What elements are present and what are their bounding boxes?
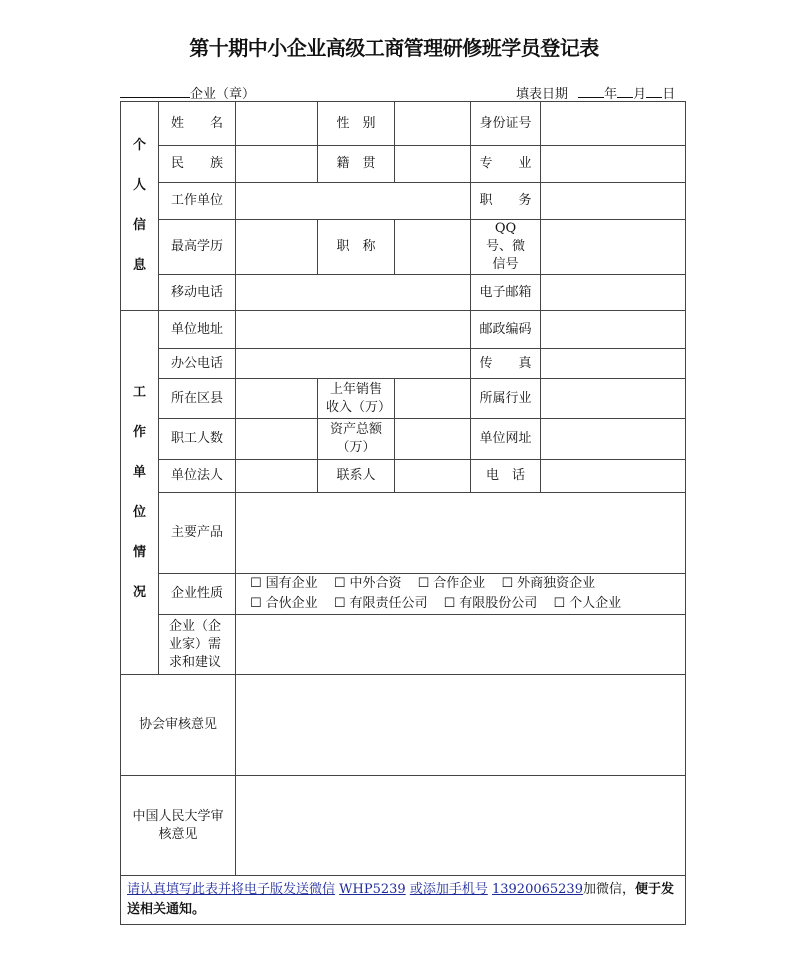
year-blank[interactable] — [578, 85, 604, 98]
field-district[interactable] — [236, 379, 318, 419]
label-phone: 电 话 — [471, 460, 541, 493]
field-name[interactable] — [236, 102, 318, 146]
month-label: 月 — [633, 87, 647, 102]
label-website: 单位网址 — [471, 419, 541, 460]
field-qq-wechat[interactable] — [541, 220, 686, 275]
form-title: 第十期中小企业高级工商管理研修班学员登记表 — [189, 36, 599, 60]
field-unit-address[interactable] — [236, 311, 471, 349]
field-legal-person[interactable] — [236, 460, 318, 493]
company-seal-line — [120, 83, 255, 102]
field-title[interactable] — [395, 220, 471, 275]
label-name: 姓 名 — [159, 102, 236, 146]
month-blank[interactable] — [617, 85, 633, 98]
note-link-add-phone[interactable]: 或添加手机号 — [409, 882, 488, 897]
field-work-unit[interactable] — [236, 183, 471, 220]
field-gender[interactable] — [395, 102, 471, 146]
field-office-phone[interactable] — [236, 349, 471, 379]
checkbox-cooperative[interactable]: ☐ 合作企业 — [417, 576, 486, 591]
field-industry[interactable] — [541, 379, 686, 419]
fill-date-line — [516, 83, 675, 102]
note-link-send-wechat[interactable]: 请认真填写此表并将电子版发送微信 — [127, 882, 336, 897]
year-label: 年 — [604, 87, 618, 102]
field-association-review[interactable] — [236, 675, 686, 776]
checkbox-icon: ☐ — [250, 576, 262, 591]
field-mobile[interactable] — [236, 275, 471, 311]
field-needs-suggestions[interactable] — [236, 615, 686, 675]
field-phone[interactable] — [541, 460, 686, 493]
field-email[interactable] — [541, 275, 686, 311]
checkbox-icon: ☐ — [501, 576, 514, 591]
checkbox-partnership[interactable]: ☐ 合伙企业 — [250, 596, 318, 611]
label-major: 专 业 — [471, 146, 541, 183]
checkbox-sole-proprietor[interactable]: ☐ 个人企业 — [553, 596, 622, 611]
checkbox-state-owned[interactable]: ☐ 国有企业 — [250, 576, 318, 591]
label-mobile: 移动电话 — [159, 275, 236, 311]
section-company-info: 工 作 单 位 情 况 — [121, 311, 159, 675]
checkbox-icon: ☐ — [250, 596, 262, 611]
field-total-assets[interactable] — [395, 419, 471, 460]
label-education: 最高学历 — [159, 220, 236, 275]
label-fax: 传 真 — [471, 349, 541, 379]
label-position: 职 务 — [471, 183, 541, 220]
label-legal-person: 单位法人 — [159, 460, 236, 493]
label-association-review: 协会审核意见 — [121, 675, 236, 776]
label-id-number: 身份证号 — [471, 102, 541, 146]
note-add-wechat: 加微信， — [582, 882, 635, 897]
checkbox-icon: ☐ — [553, 596, 566, 611]
nature-options-row-2 — [250, 594, 685, 614]
company-name-blank[interactable] — [120, 85, 190, 98]
label-last-year-sales: 上年销售收入（万） — [318, 379, 395, 419]
label-district: 所在区县 — [159, 379, 236, 419]
label-enterprise-nature: 企业性质 — [159, 574, 236, 615]
field-fax[interactable] — [541, 349, 686, 379]
field-website[interactable] — [541, 419, 686, 460]
field-last-year-sales[interactable] — [395, 379, 471, 419]
label-main-products: 主要产品 — [159, 493, 236, 574]
field-postcode[interactable] — [541, 311, 686, 349]
field-education[interactable] — [236, 220, 318, 275]
footer-note — [121, 876, 686, 925]
label-native-place: 籍 贯 — [318, 146, 395, 183]
label-title: 职 称 — [318, 220, 395, 275]
field-contact[interactable] — [395, 460, 471, 493]
nature-options-row-1 — [250, 574, 685, 594]
label-total-assets: 资产总额（万） — [318, 419, 395, 460]
checkbox-icon: ☐ — [443, 596, 456, 611]
label-postcode: 邮政编码 — [471, 311, 541, 349]
day-label: 日 — [662, 87, 676, 102]
label-work-unit: 工作单位 — [159, 183, 236, 220]
checkbox-icon: ☐ — [417, 576, 430, 591]
enterprise-nature-options — [236, 574, 686, 615]
label-gender: 性 别 — [318, 102, 395, 146]
label-email: 电子邮箱 — [471, 275, 541, 311]
label-contact: 联系人 — [318, 460, 395, 493]
company-seal-label: 企业（章） — [190, 87, 256, 102]
label-ethnicity: 民 族 — [159, 146, 236, 183]
note-link-phone-number[interactable]: 13920065239 — [491, 882, 583, 897]
label-qq-wechat: QQ 号、微信号 — [471, 220, 541, 275]
field-native-place[interactable] — [395, 146, 471, 183]
checkbox-icon: ☐ — [333, 576, 346, 591]
checkbox-wholly-foreign[interactable]: ☐ 外商独资企业 — [501, 576, 596, 591]
field-position[interactable] — [541, 183, 686, 220]
field-renmin-review[interactable] — [236, 776, 686, 876]
checkbox-llc[interactable]: ☐ 有限责任公司 — [333, 596, 428, 611]
fill-date-label: 填表日期 — [516, 87, 569, 102]
checkbox-joint-stock[interactable]: ☐ 有限股份公司 — [443, 596, 538, 611]
registration-table — [120, 101, 686, 925]
field-ethnicity[interactable] — [236, 146, 318, 183]
label-industry: 所属行业 — [471, 379, 541, 419]
label-unit-address: 单位地址 — [159, 311, 236, 349]
label-needs-suggestions: 企业（企业家）需求和建议 — [159, 615, 236, 675]
checkbox-icon: ☐ — [333, 596, 346, 611]
field-main-products[interactable] — [236, 493, 686, 574]
note-notification: 便于发送相关通知。 — [127, 882, 674, 917]
label-renmin-review: 中国人民大学审核意见 — [121, 776, 236, 876]
field-employees[interactable] — [236, 419, 318, 460]
note-link-wechat-id[interactable]: WHP5239 — [339, 882, 406, 897]
field-id-number[interactable] — [541, 102, 686, 146]
label-employees: 职工人数 — [159, 419, 236, 460]
section-personal-info: 个 人 信 息 — [121, 102, 159, 311]
checkbox-sino-foreign-jv[interactable]: ☐ 中外合资 — [333, 576, 402, 591]
day-blank[interactable] — [646, 85, 662, 98]
label-office-phone: 办公电话 — [159, 349, 236, 379]
field-major[interactable] — [541, 146, 686, 183]
